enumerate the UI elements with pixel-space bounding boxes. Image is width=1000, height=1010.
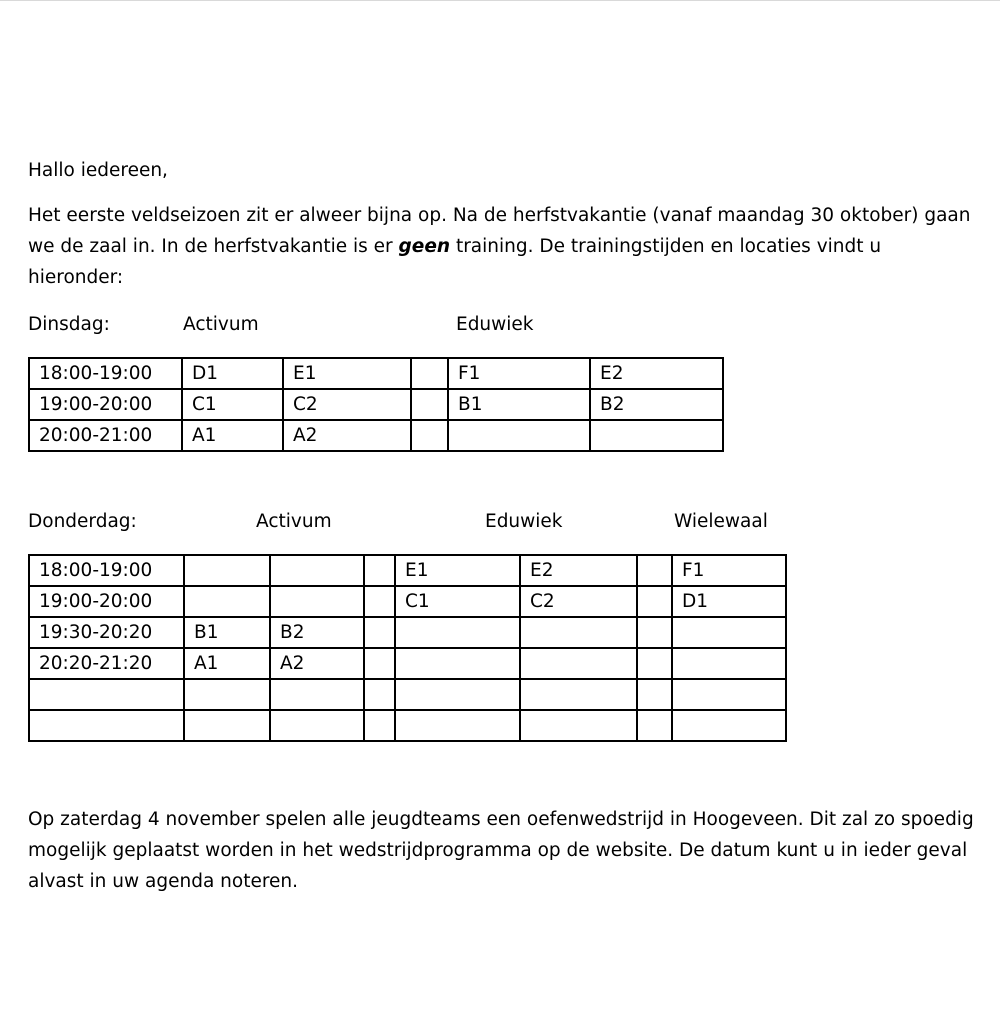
spacer-cell [364,648,395,679]
team-cell [395,679,520,710]
intro-line-2-end: training. De trainingstijden en locaties vindt u [450,236,882,257]
team-cell [395,710,520,741]
team-cell: A2 [283,420,411,451]
thursday-table-body [29,555,786,741]
team-cell: F1 [672,555,786,586]
team-cell: D1 [672,586,786,617]
team-cell [184,679,270,710]
page-top-border [0,0,1000,1]
table-row [29,617,786,648]
thursday-location-eduwiek: Eduwiek [485,511,563,532]
time-cell [29,679,184,710]
spacer-cell [364,586,395,617]
team-cell [395,617,520,648]
table-row [29,679,786,710]
team-cell [672,710,786,741]
team-cell: C2 [520,586,637,617]
greeting [28,155,168,186]
intro-line-3: hieronder: [28,267,124,288]
closing-line-1: Op zaterdag 4 november spelen alle jeugdteams een oefenwedstrijd in Hoogeveen. Dit zal zo spoedig [28,809,974,830]
thursday-location-wielewaal: Wielewaal [674,511,768,532]
time-cell: 19:00-20:00 [29,389,182,420]
team-cell: E1 [283,358,411,389]
greeting-text: Hallo iedereen, [28,160,168,181]
team-cell: C2 [283,389,411,420]
team-cell: C1 [182,389,283,420]
time-cell: 20:20-21:20 [29,648,184,679]
team-cell [395,648,520,679]
spacer-cell [411,389,448,420]
team-cell [270,710,364,741]
table-row [29,358,723,389]
tuesday-table-body [29,358,723,451]
time-cell [29,710,184,741]
team-cell: B1 [184,617,270,648]
team-cell: B2 [270,617,364,648]
table-row [29,586,786,617]
time-cell: 19:30-20:20 [29,617,184,648]
intro-line-2-start: we de zaal in. In de herfstvakantie is er [28,236,399,257]
spacer-cell [637,710,672,741]
team-cell: D1 [182,358,283,389]
team-cell: B2 [590,389,723,420]
spacer-cell [364,555,395,586]
team-cell [270,555,364,586]
spacer-cell [364,679,395,710]
team-cell: F1 [448,358,590,389]
intro-emphasis: geen [398,236,451,257]
time-cell: 20:00-21:00 [29,420,182,451]
tuesday-schedule-table [28,357,724,452]
time-cell: 19:00-20:00 [29,586,184,617]
team-cell [270,586,364,617]
tuesday-location-eduwiek: Eduwiek [456,314,534,335]
team-cell [520,710,637,741]
team-cell: A1 [184,648,270,679]
team-cell [520,679,637,710]
table-row [29,648,786,679]
table-row [29,710,786,741]
team-cell [448,420,590,451]
team-cell: A2 [270,648,364,679]
time-cell: 18:00-19:00 [29,555,184,586]
closing-line-2: mogelijk geplaatst worden in het wedstrijdprogramma op de website. De datum kunt u in ieder geval [28,840,968,861]
team-cell [672,648,786,679]
spacer-cell [637,617,672,648]
team-cell: A1 [182,420,283,451]
intro-paragraph [28,200,971,293]
thursday-location-activum: Activum [256,511,332,532]
spacer-cell [637,648,672,679]
team-cell [672,679,786,710]
thursday-schedule-table [28,554,787,742]
team-cell [590,420,723,451]
team-cell: B1 [448,389,590,420]
table-row [29,389,723,420]
intro-line-2 [28,231,971,262]
team-cell [270,679,364,710]
team-cell: C1 [395,586,520,617]
tuesday-location-activum: Activum [183,314,259,335]
team-cell: E2 [590,358,723,389]
team-cell [520,648,637,679]
spacer-cell [637,586,672,617]
thursday-day-label: Donderdag: [28,511,137,532]
spacer-cell [637,679,672,710]
team-cell: E2 [520,555,637,586]
spacer-cell [637,555,672,586]
table-row [29,555,786,586]
team-cell [672,617,786,648]
spacer-cell [364,710,395,741]
table-row [29,420,723,451]
tuesday-day-label: Dinsdag: [28,314,110,335]
closing-paragraph [28,804,974,897]
team-cell [184,586,270,617]
team-cell: E1 [395,555,520,586]
team-cell [184,710,270,741]
intro-line-1: Het eerste veldseizoen zit er alweer bijna op. Na de herfstvakantie (vanaf maandag 30 oktober) gaan [28,205,971,226]
spacer-cell [364,617,395,648]
time-cell: 18:00-19:00 [29,358,182,389]
team-cell [184,555,270,586]
spacer-cell [411,420,448,451]
team-cell [520,617,637,648]
closing-line-3: alvast in uw agenda noteren. [28,871,299,892]
spacer-cell [411,358,448,389]
